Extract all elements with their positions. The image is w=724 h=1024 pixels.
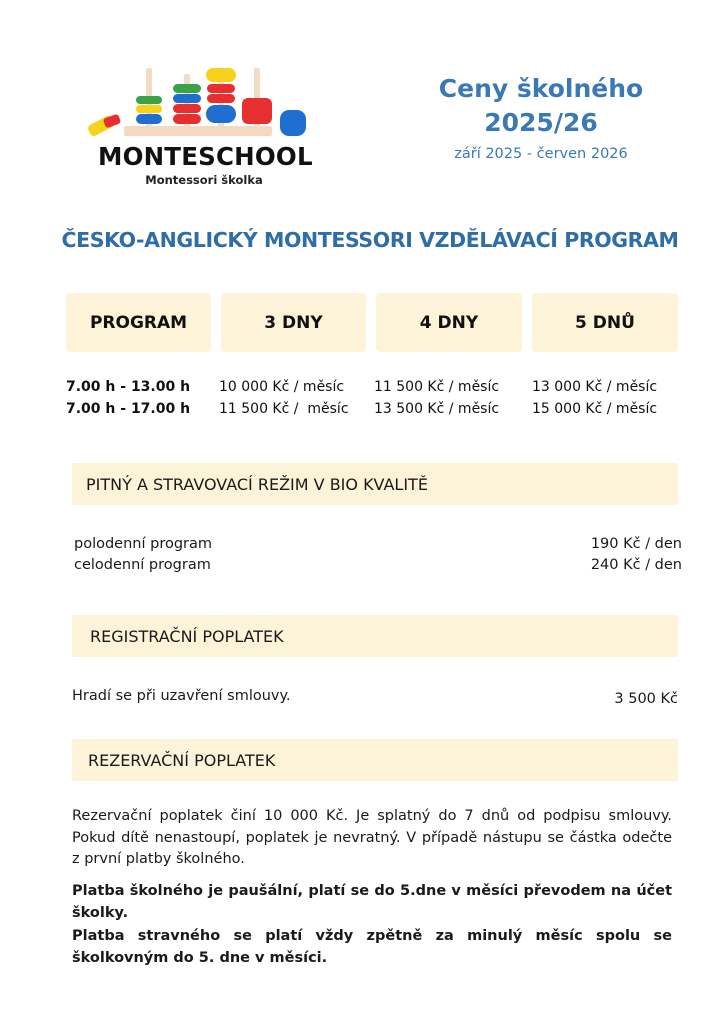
price-period: září 2025 - červen 2026 <box>454 146 628 162</box>
program-row-price-5-days: 15 000 Kč / měsíc <box>532 401 658 417</box>
meal-item-label: polodenní program <box>74 536 213 552</box>
tuition-payment-note: Platba školného je paušální, platí se do 5.dne v měsíci převodem na účet školky. <box>72 883 672 921</box>
registration-section-title: REGISTRAČNÍ POPLATEK <box>72 615 678 657</box>
header-cell-program: PROGRAM <box>66 293 211 352</box>
meal-item-price: 240 Kč / den <box>590 557 682 573</box>
meal-item-price: 190 Kč / den <box>590 536 682 552</box>
price-title-line2: 2025/26 <box>484 108 598 137</box>
header-cell-4-days: 4 DNY <box>376 293 522 352</box>
logo-subtitle: Montessori školka <box>145 173 263 187</box>
reservation-text: Rezervační poplatek činí 10 000 Kč. Je splatný do 7 dnů od podpisu smlouvy. Pokud dítě nenastoupí, poplatek je nevratný. V případě nástupu se částka odečte z první platby školného. <box>72 808 672 867</box>
meal-payment-note: Platba stravného se platí vždy zpětně za minulý měsíc spolu se školkovným do 5. dne v měsíci. <box>72 928 672 966</box>
program-row-price-4-days: 11 500 Kč / měsíc <box>374 379 500 395</box>
monteschool-logo <box>84 62 320 194</box>
header-cell-3-days: 3 DNY <box>221 293 366 352</box>
registration-text: Hradí se při uzavření smlouvy. <box>72 688 291 704</box>
registration-price: 3 500 Kč <box>614 691 678 707</box>
program-row-time: 7.00 h - 13.00 h <box>66 379 191 395</box>
meal-item-label: celodenní program <box>74 557 211 573</box>
price-title <box>420 72 662 140</box>
program-row-price-3-days: 11 500 Kč / měsíc <box>219 401 349 417</box>
logo-name: MONTESCHOOL <box>98 142 313 171</box>
program-row-price-5-days: 13 000 Kč / měsíc <box>532 379 658 395</box>
program-row-price-3-days: 10 000 Kč / měsíc <box>219 379 345 395</box>
reservation-section-title: REZERVAČNÍ POPLATEK <box>72 739 678 781</box>
program-row-price-4-days: 13 500 Kč / měsíc <box>374 401 500 417</box>
program-heading: ČESKO-ANGLICKÝ MONTESSORI VZDĚLÁVACÍ PROGRAM <box>61 228 679 252</box>
program-row-time: 7.00 h - 17.00 h <box>66 401 191 417</box>
meals-section-title: PITNÝ A STRAVOVACÍ REŽIM V BIO KVALITĚ <box>72 463 678 505</box>
abacus-toy-icon <box>84 62 320 142</box>
price-title-line1: Ceny školného <box>438 74 644 103</box>
header-cell-5-days: 5 DNŮ <box>532 293 678 352</box>
